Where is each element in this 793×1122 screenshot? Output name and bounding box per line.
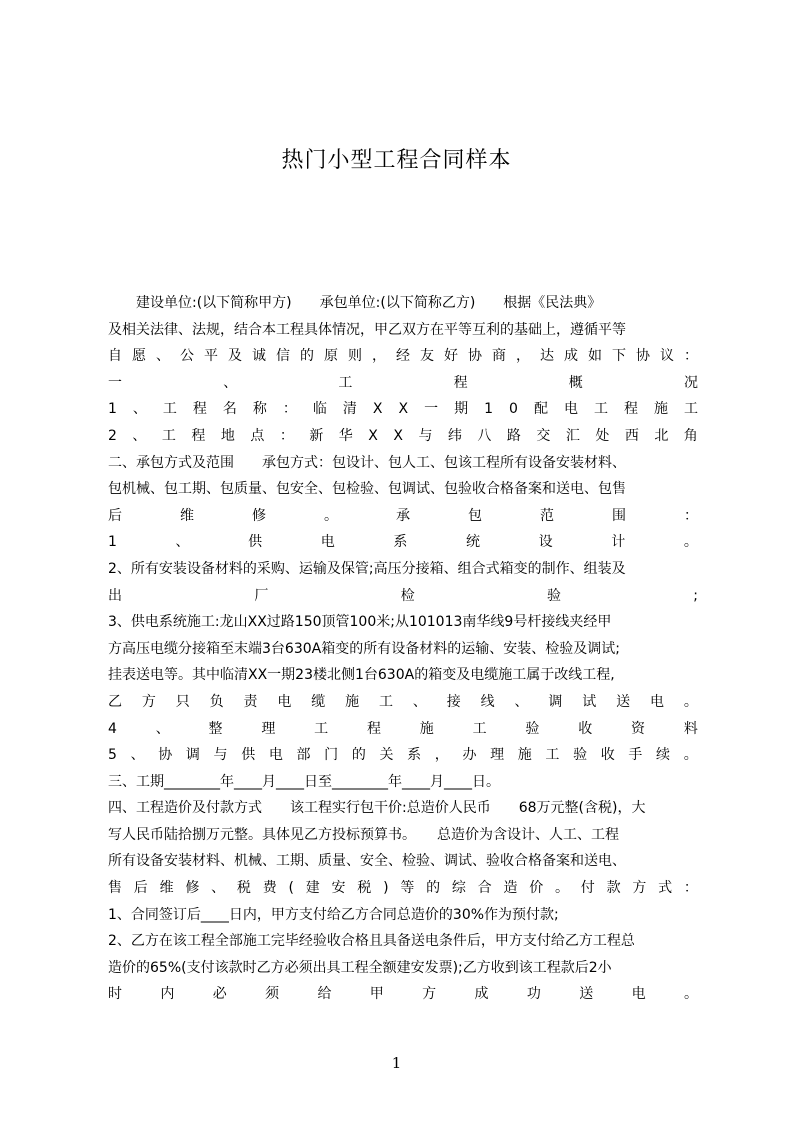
justified-glyph: 调 bbox=[548, 693, 563, 710]
justified-glyph: 检 bbox=[400, 587, 415, 604]
justified-glyph: 内 bbox=[160, 986, 175, 1003]
text-line: 四、工程造价及付款方式 该工程实行包干价:总造价人民币 68万元整(含税)，大 bbox=[108, 800, 646, 817]
text-line: 二、承包方式及范围 承包方式：包设计、包人工、包该工程所有设备安装材料、 bbox=[108, 454, 626, 471]
justified-glyph: 须 bbox=[265, 986, 280, 1003]
justified-glyph: 功 bbox=[526, 986, 541, 1003]
text-line bbox=[108, 529, 698, 556]
justified-glyph: 。 bbox=[683, 693, 698, 710]
justified-glyph: 平 bbox=[204, 348, 218, 365]
justified-glyph: 线 bbox=[480, 693, 495, 710]
justified-glyph: 设 bbox=[538, 534, 553, 551]
justified-glyph: 自 bbox=[108, 348, 122, 365]
justified-glyph: 临 bbox=[312, 401, 327, 418]
justified-glyph: 手 bbox=[628, 747, 643, 764]
text-line: 所有设备安装材料、机械、工期、质量、安全、检验、调试、验收合格备案和送电、 bbox=[108, 853, 626, 870]
justified-glyph: 资 bbox=[631, 720, 646, 737]
justified-glyph: 。 bbox=[683, 747, 698, 764]
justified-glyph: 理 bbox=[261, 720, 276, 737]
justified-glyph: 。 bbox=[324, 507, 338, 524]
justified-glyph: 建 bbox=[305, 880, 320, 897]
justified-glyph: ， bbox=[372, 348, 386, 365]
justified-glyph: 、 bbox=[132, 401, 147, 418]
justified-glyph: 。 bbox=[555, 880, 569, 897]
justified-glyph: 纬 bbox=[447, 427, 462, 444]
justified-glyph: 验 bbox=[573, 747, 588, 764]
text-line: 造价的65%(支付该款时乙方必须出具工程全额建安发票);乙方收到该工程款后2小 bbox=[108, 959, 612, 976]
text-line: 2、乙方在该工程全部施工完毕经验收合格且具备送电条件后，甲方支付给乙方工程总 bbox=[108, 933, 635, 950]
justified-glyph: 修 bbox=[252, 507, 266, 524]
justified-glyph: 工 bbox=[162, 401, 177, 418]
justified-glyph: 续 bbox=[656, 747, 671, 764]
justified-glyph: 程 bbox=[191, 427, 206, 444]
justified-glyph: 维 bbox=[159, 880, 174, 897]
justified-glyph: 0 bbox=[509, 401, 518, 418]
text-line bbox=[108, 875, 698, 902]
justified-glyph: 工 bbox=[593, 401, 608, 418]
justified-glyph: 、 bbox=[223, 374, 238, 391]
justified-glyph: 计 bbox=[611, 534, 626, 551]
justified-glyph: 收 bbox=[578, 720, 593, 737]
justified-glyph: 税 bbox=[236, 880, 251, 897]
justified-glyph: 处 bbox=[595, 427, 610, 444]
justified-glyph: 下 bbox=[612, 348, 626, 365]
justified-glyph: 经 bbox=[396, 348, 410, 365]
text-line: 1、合同签订后____日内，甲方支付给乙方合同总造价的30%作为预付款; bbox=[108, 906, 559, 923]
justified-glyph: 交 bbox=[536, 427, 551, 444]
justified-glyph: 供 bbox=[248, 534, 263, 551]
justified-glyph: 施 bbox=[345, 693, 360, 710]
justified-glyph: 时 bbox=[108, 986, 122, 1003]
justified-glyph: 送 bbox=[616, 693, 631, 710]
page-number: 1 bbox=[391, 1054, 402, 1072]
justified-glyph: 与 bbox=[213, 747, 228, 764]
justified-glyph: 愿 bbox=[132, 348, 146, 365]
justified-glyph: 料 bbox=[683, 720, 698, 737]
justified-glyph: 达 bbox=[540, 348, 554, 365]
justified-glyph: 、 bbox=[156, 348, 170, 365]
justified-glyph: 新 bbox=[309, 427, 324, 444]
justified-glyph: 1 bbox=[484, 401, 494, 418]
justified-glyph: 成 bbox=[564, 348, 578, 365]
justified-glyph: 合 bbox=[477, 880, 492, 897]
justified-glyph: 施 bbox=[419, 720, 434, 737]
justified-glyph: 税 bbox=[357, 880, 372, 897]
justified-glyph: 称 bbox=[252, 401, 267, 418]
justified-glyph: ： bbox=[684, 507, 698, 524]
justified-glyph: 路 bbox=[506, 427, 521, 444]
justified-glyph: 价 bbox=[529, 880, 544, 897]
justified-glyph: 施 bbox=[653, 401, 668, 418]
justified-glyph: ， bbox=[434, 747, 449, 764]
justified-glyph: 信 bbox=[276, 348, 290, 365]
justified-glyph: 乙 bbox=[108, 693, 122, 710]
text-line bbox=[108, 689, 698, 716]
text-line bbox=[108, 423, 698, 450]
text-line bbox=[108, 742, 698, 769]
text-line: 3、供电系统施工:龙山XX过路150顶管100米;从101013南华线9号杆接线夹经甲 bbox=[108, 614, 612, 631]
justified-glyph: 的 bbox=[426, 880, 441, 897]
justified-glyph: ; bbox=[693, 587, 698, 604]
justified-glyph: 责 bbox=[243, 693, 258, 710]
justified-glyph: X bbox=[398, 401, 409, 418]
text-line: 包机械、包工期、包质量、包安全、包检验、包调试、包验收合格备案和送电、包售 bbox=[108, 481, 626, 498]
justified-glyph: ： bbox=[282, 401, 297, 418]
justified-glyph: 工 bbox=[338, 374, 353, 391]
justified-glyph: 、 bbox=[514, 693, 529, 710]
justified-glyph: ： bbox=[279, 427, 294, 444]
justified-glyph: 方 bbox=[422, 986, 437, 1003]
text-line bbox=[108, 716, 698, 743]
justified-glyph: X bbox=[372, 401, 383, 418]
justified-glyph: 试 bbox=[582, 693, 597, 710]
section-heading bbox=[108, 370, 698, 397]
justified-glyph: 友 bbox=[420, 348, 434, 365]
justified-glyph: 方 bbox=[141, 693, 156, 710]
justified-glyph: 缆 bbox=[311, 693, 326, 710]
justified-glyph: 八 bbox=[477, 427, 492, 444]
justified-glyph: 程 bbox=[192, 401, 207, 418]
justified-glyph: ， bbox=[516, 348, 530, 365]
justified-glyph: 办 bbox=[462, 747, 477, 764]
justified-glyph: 协 bbox=[636, 348, 650, 365]
justified-glyph: 验 bbox=[546, 587, 561, 604]
justified-glyph: 的 bbox=[300, 348, 314, 365]
justified-glyph: 范 bbox=[540, 507, 554, 524]
justified-glyph: ： bbox=[684, 348, 698, 365]
justified-glyph: ) bbox=[383, 880, 389, 897]
justified-glyph: 况 bbox=[683, 374, 698, 391]
justified-glyph: 程 bbox=[623, 401, 638, 418]
justified-glyph: 综 bbox=[451, 880, 466, 897]
justified-glyph: 统 bbox=[466, 534, 481, 551]
justified-glyph: 西 bbox=[624, 427, 639, 444]
justified-glyph: 及 bbox=[228, 348, 242, 365]
justified-glyph: 整 bbox=[208, 720, 223, 737]
justified-glyph: 等 bbox=[400, 880, 415, 897]
text-line bbox=[108, 583, 698, 610]
justified-glyph: 承 bbox=[396, 507, 410, 524]
justified-glyph: 修 bbox=[185, 880, 200, 897]
justified-glyph: 、 bbox=[130, 747, 145, 764]
justified-glyph: 付 bbox=[580, 880, 595, 897]
justified-glyph: 的 bbox=[351, 747, 366, 764]
justified-glyph: 费 bbox=[262, 880, 277, 897]
justified-glyph: 施 bbox=[517, 747, 532, 764]
justified-glyph: 名 bbox=[222, 401, 237, 418]
justified-glyph: ( bbox=[288, 880, 294, 897]
justified-glyph: 负 bbox=[209, 693, 224, 710]
justified-glyph: 汇 bbox=[565, 427, 580, 444]
justified-glyph: 给 bbox=[317, 986, 332, 1003]
justified-glyph: ： bbox=[683, 880, 698, 897]
text-line: 挂表送电等。其中临清XX一期23楼北侧1台630A的箱变及电缆施工属于改线工程, bbox=[108, 667, 615, 684]
justified-glyph: 电 bbox=[650, 693, 664, 710]
justified-glyph: 1 bbox=[108, 534, 117, 551]
justified-glyph: 售 bbox=[108, 880, 122, 897]
justified-glyph: X bbox=[368, 427, 378, 444]
justified-glyph: 成 bbox=[474, 986, 489, 1003]
justified-glyph: 方 bbox=[632, 880, 647, 897]
justified-glyph: 电 bbox=[631, 986, 646, 1003]
justified-glyph: 工 bbox=[683, 401, 698, 418]
justified-glyph: 电 bbox=[277, 693, 292, 710]
justified-glyph: 协 bbox=[158, 747, 173, 764]
text-line: 写人民币陆拾捌万元整。具体见乙方投标预算书。 总造价为含设计、人工、工程 bbox=[108, 826, 619, 843]
justified-glyph: 围 bbox=[612, 507, 626, 524]
justified-glyph: 期 bbox=[454, 401, 469, 418]
justified-glyph: 清 bbox=[342, 401, 357, 418]
justified-glyph: 概 bbox=[568, 374, 583, 391]
justified-glyph: 验 bbox=[525, 720, 540, 737]
text-line: 2、所有安装设备材料的采购、运输及保管;高压分接箱、组合式箱变的制作、组装及 bbox=[108, 560, 626, 577]
justified-glyph: 、 bbox=[412, 693, 427, 710]
justified-glyph: 。 bbox=[683, 986, 698, 1003]
justified-glyph: 好 bbox=[444, 348, 458, 365]
justified-glyph: 。 bbox=[683, 534, 698, 551]
justified-glyph: 5 bbox=[108, 747, 117, 764]
justified-glyph: 一 bbox=[108, 374, 122, 391]
justified-glyph: 工 bbox=[472, 720, 487, 737]
justified-glyph: 关 bbox=[379, 747, 394, 764]
justified-glyph: 厂 bbox=[254, 587, 269, 604]
justified-glyph: 工 bbox=[545, 747, 560, 764]
justified-glyph: 出 bbox=[108, 587, 122, 604]
justified-glyph: 理 bbox=[490, 747, 505, 764]
justified-glyph: 程 bbox=[453, 374, 468, 391]
justified-glyph: 系 bbox=[393, 534, 408, 551]
justified-glyph: 后 bbox=[133, 880, 148, 897]
text-line bbox=[108, 981, 698, 1008]
justified-glyph: 包 bbox=[468, 507, 482, 524]
text-line bbox=[108, 503, 698, 530]
justified-glyph: 原 bbox=[324, 348, 338, 365]
justified-glyph: 后 bbox=[108, 507, 122, 524]
justified-glyph: 角 bbox=[683, 427, 698, 444]
justified-glyph: 与 bbox=[418, 427, 433, 444]
text-line: 建设单位:(以下简称甲方) 承包单位:(以下简称乙方) 根据《民法典》 bbox=[136, 295, 602, 311]
justified-glyph: 议 bbox=[660, 348, 674, 365]
justified-glyph: 、 bbox=[175, 534, 190, 551]
justified-glyph: 协 bbox=[468, 348, 482, 365]
justified-glyph: 维 bbox=[180, 507, 194, 524]
justified-glyph: 、 bbox=[155, 720, 170, 737]
justified-glyph: X bbox=[393, 427, 403, 444]
justified-glyph: 、 bbox=[132, 427, 147, 444]
contract-body bbox=[108, 290, 698, 1008]
text-line: 及相关法律、法规，结合本工程具体情况，甲乙双方在平等互利的基础上，遵循平等 bbox=[108, 321, 626, 338]
justified-glyph: 电 bbox=[268, 747, 283, 764]
justified-glyph: 华 bbox=[338, 427, 353, 444]
justified-glyph: 北 bbox=[654, 427, 669, 444]
justified-glyph: 电 bbox=[320, 534, 335, 551]
justified-glyph: 安 bbox=[331, 880, 346, 897]
justified-glyph: 一 bbox=[424, 401, 439, 418]
justified-glyph: 款 bbox=[606, 880, 621, 897]
justified-glyph: 程 bbox=[366, 720, 381, 737]
justified-glyph: 工 bbox=[379, 693, 393, 710]
justified-glyph: 2 bbox=[108, 427, 117, 444]
justified-glyph: 式 bbox=[658, 880, 673, 897]
justified-glyph: 工 bbox=[314, 720, 329, 737]
document-title: 热门小型工程合同样本 bbox=[281, 148, 512, 173]
justified-glyph: 商 bbox=[492, 348, 506, 365]
justified-glyph: 1 bbox=[108, 401, 117, 418]
justified-glyph: 如 bbox=[588, 348, 602, 365]
justified-glyph: 点 bbox=[250, 427, 265, 444]
justified-glyph: 系 bbox=[407, 747, 422, 764]
justified-glyph: 必 bbox=[212, 986, 227, 1003]
justified-glyph: 电 bbox=[563, 401, 578, 418]
justified-glyph: 配 bbox=[533, 401, 548, 418]
justified-glyph: 接 bbox=[446, 693, 461, 710]
justified-glyph: 收 bbox=[600, 747, 615, 764]
text-line bbox=[108, 396, 698, 423]
justified-glyph: 送 bbox=[579, 986, 594, 1003]
justified-glyph: 供 bbox=[241, 747, 256, 764]
justified-glyph: 门 bbox=[324, 747, 339, 764]
text-line: 三、工期________年____月____日至________年____月____日。 bbox=[108, 773, 500, 790]
justified-glyph: 地 bbox=[220, 427, 235, 444]
justified-glyph: 、 bbox=[211, 880, 226, 897]
justified-glyph: 只 bbox=[175, 693, 190, 710]
justified-glyph: 4 bbox=[108, 720, 117, 737]
justified-glyph: 诚 bbox=[252, 348, 266, 365]
justified-glyph: 则 bbox=[348, 348, 362, 365]
text-line: 方高压电缆分接箱至末端3台630A箱变的所有设备材料的运输、安装、检验及调试; bbox=[108, 640, 620, 657]
justified-glyph: 造 bbox=[503, 880, 518, 897]
justified-glyph: 公 bbox=[180, 348, 194, 365]
justified-glyph: 工 bbox=[161, 427, 176, 444]
text-line bbox=[108, 343, 698, 370]
justified-glyph: 部 bbox=[296, 747, 311, 764]
justified-glyph: 调 bbox=[185, 747, 200, 764]
justified-glyph: 甲 bbox=[369, 986, 384, 1003]
